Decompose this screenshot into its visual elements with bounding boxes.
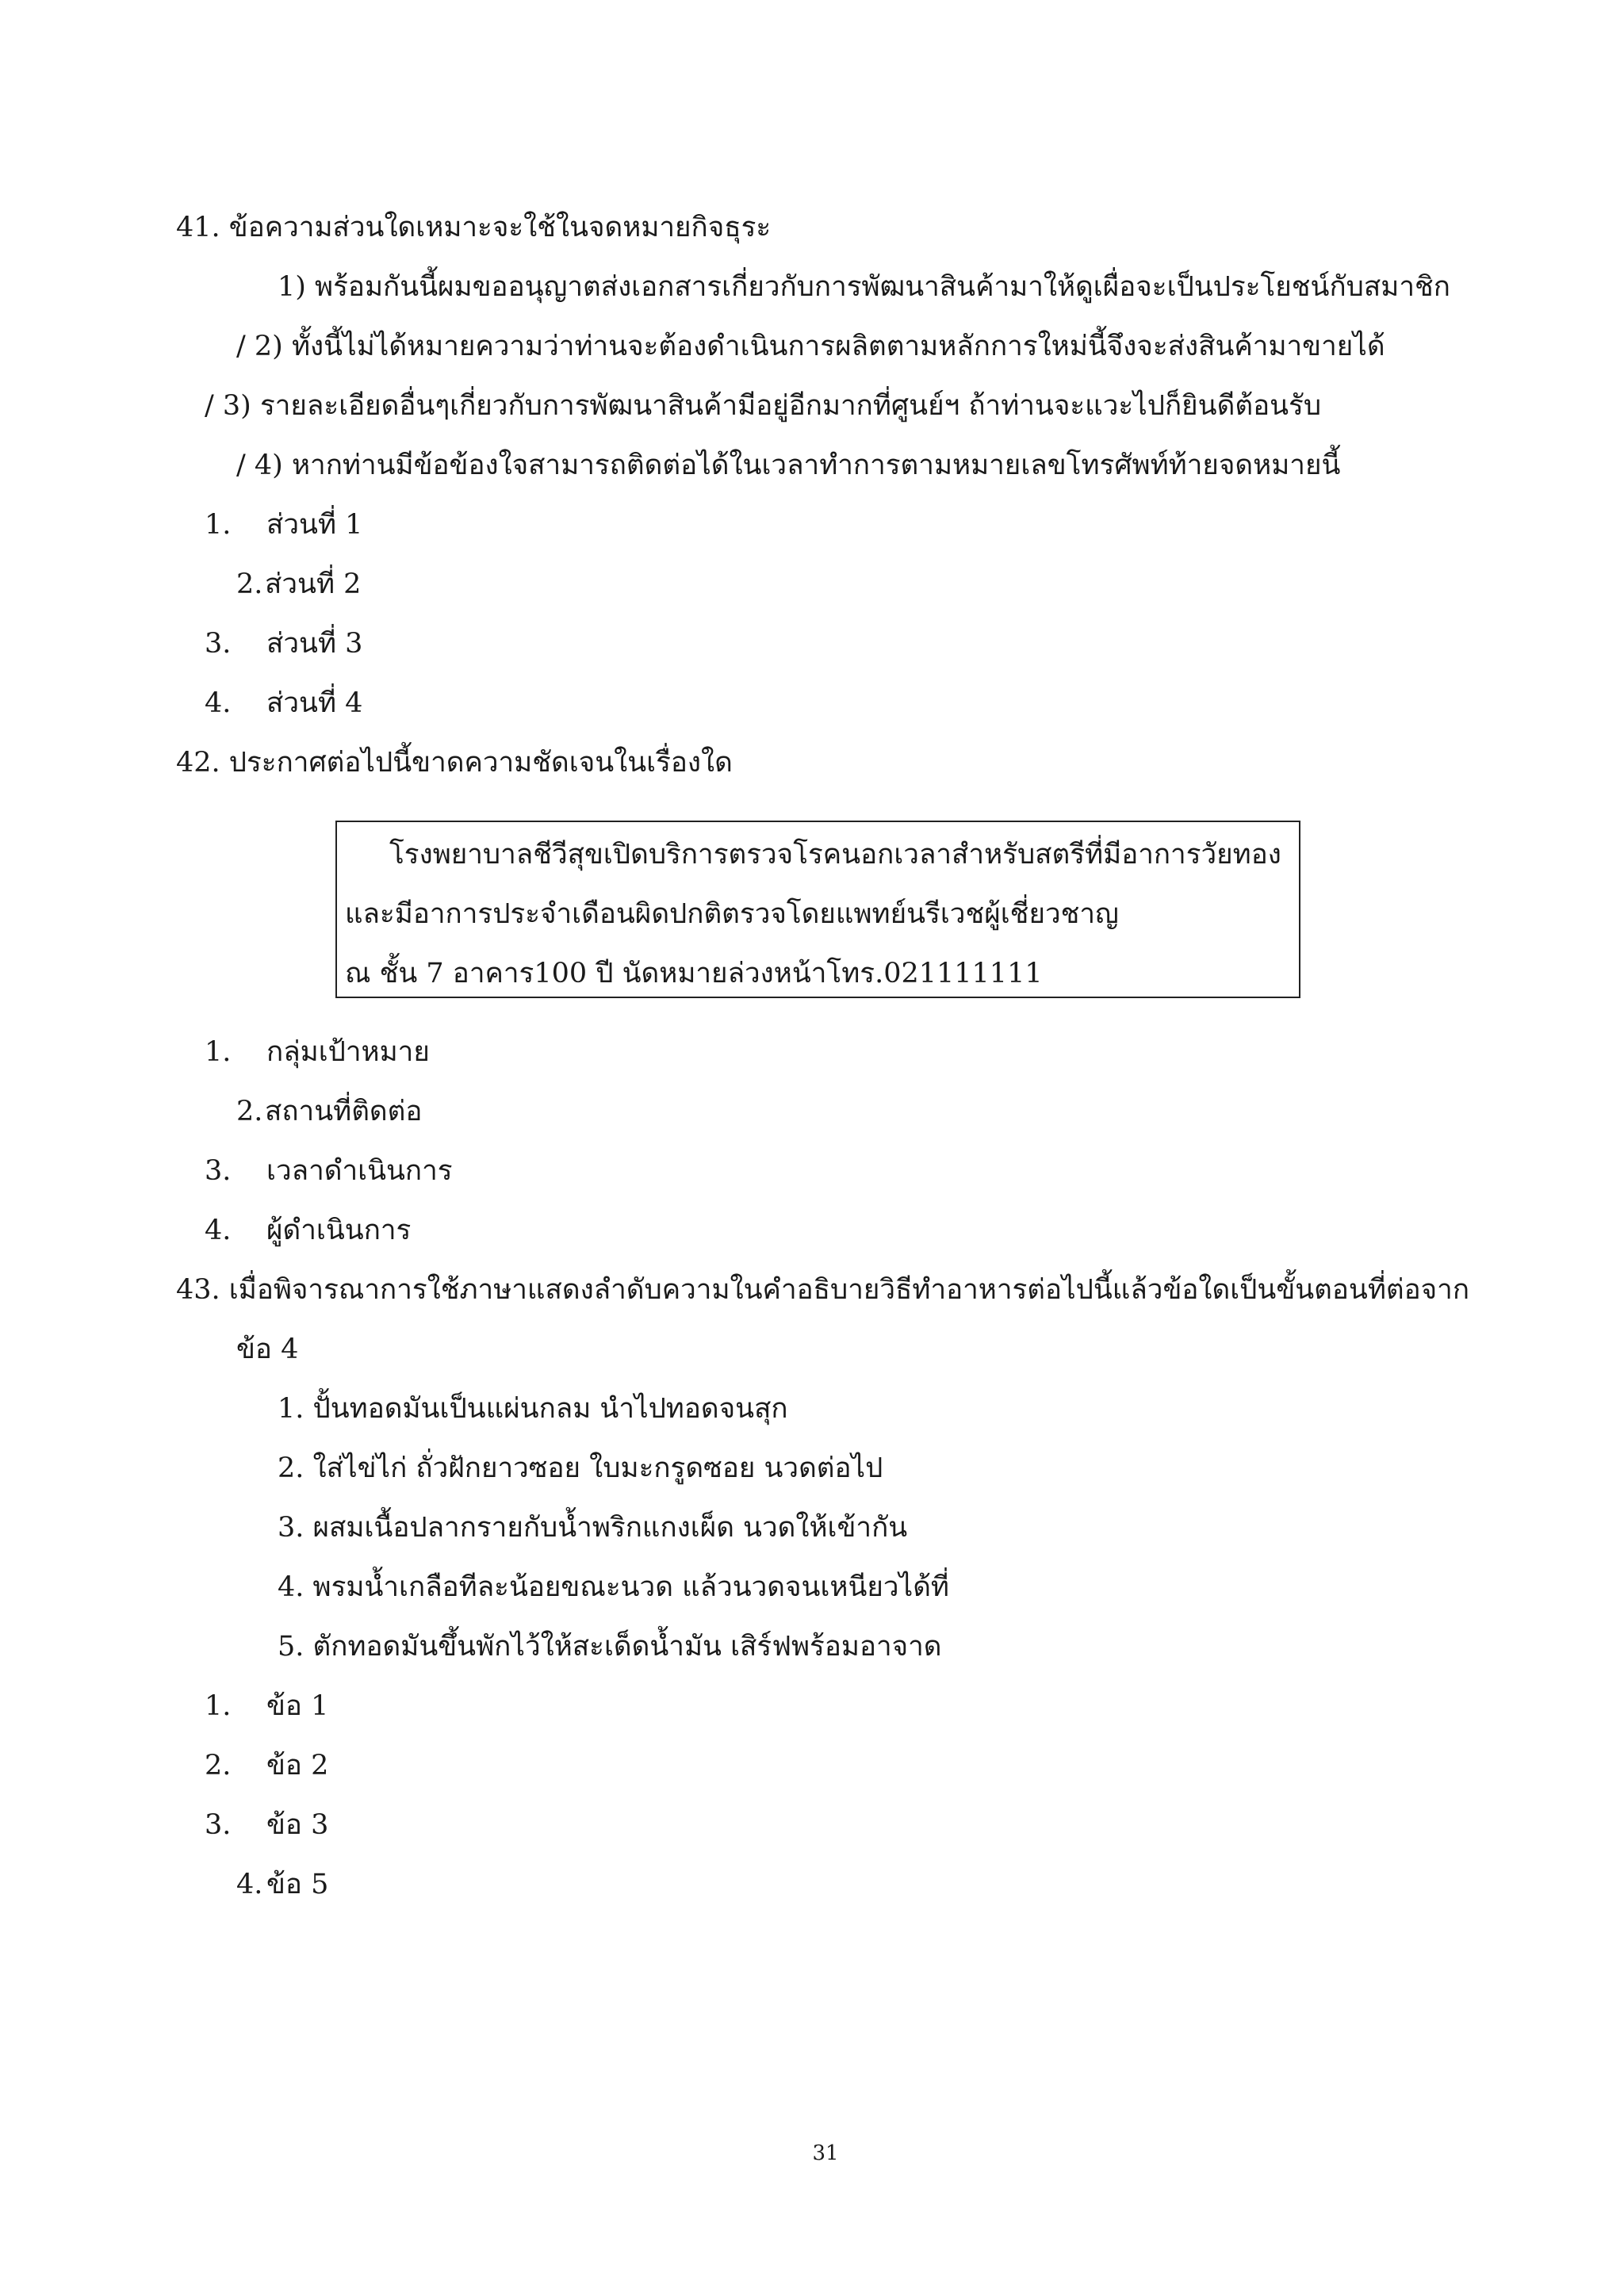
announcement-line-3: ณ ชั้น 7 อาคาร100 ปี นัดหมายล่วงหน้าโทร.021111111 xyxy=(345,958,1043,989)
q42-choice-2-number: 2. xyxy=(236,1096,263,1127)
q42-choice-2-text: สถานที่ติดต่อ xyxy=(265,1096,423,1127)
q41-choice-1-text: ส่วนที่ 1 xyxy=(266,509,363,541)
q43-step-4: 4. พรมน้ำเกลือทีละน้อยขณะนวด แล้วนวดจนเหนียวได้ที่ xyxy=(278,1571,949,1603)
q43-choice-2-number: 2. xyxy=(205,1750,232,1781)
q43-choice-1-number: 1. xyxy=(205,1690,232,1722)
q42-choice-4-text: ผู้ดำเนินการ xyxy=(266,1215,412,1246)
q42-choice-4-number: 4. xyxy=(205,1215,232,1246)
q41-choice-1-number: 1. xyxy=(205,509,232,541)
q43-step-1: 1. ปั้นทอดมันเป็นแผ่นกลม นำไปทอดจนสุก xyxy=(278,1393,788,1425)
q41-stem: 41. ข้อความส่วนใดเหมาะจะใช้ในจดหมายกิจธุระ xyxy=(176,212,772,243)
q42-stem: 42. ประกาศต่อไปนี้ขาดความชัดเจนในเรื่องใด xyxy=(176,747,733,779)
q41-choice-2-text: ส่วนที่ 2 xyxy=(265,568,362,600)
q42-choice-1-text: กลุ่มเป้าหมาย xyxy=(266,1036,430,1068)
page-number: 31 xyxy=(812,2141,839,2165)
q41-choice-2-number: 2. xyxy=(236,568,263,600)
q43-choice-4-text: ข้อ 5 xyxy=(266,1869,329,1900)
q41-choice-3-number: 3. xyxy=(205,628,232,660)
q43-choice-2-text: ข้อ 2 xyxy=(266,1750,329,1781)
q43-choice-3-text: ข้อ 3 xyxy=(266,1809,329,1841)
q43-choice-1-text: ข้อ 1 xyxy=(266,1690,329,1722)
announcement-line-2: และมีอาการประจำเดือนผิดปกติตรวจโดยแพทย์นรีเวชผู้เชี่ยวชาญ xyxy=(345,898,1119,930)
q43-step-3: 3. ผสมเนื้อปลากรายกับน้ำพริกแกงเผ็ด นวดให้เข้ากัน xyxy=(278,1512,908,1544)
q41-choice-4-number: 4. xyxy=(205,687,232,719)
q41-choice-3-text: ส่วนที่ 3 xyxy=(266,628,363,660)
q43-choice-3-number: 3. xyxy=(205,1809,232,1841)
q43-choice-4-number: 4. xyxy=(236,1869,263,1900)
q43-step-2: 2. ใส่ไข่ไก่ ถั่วฝักยาวซอย ใบมะกรูดซอย นวดต่อไป xyxy=(278,1452,883,1484)
q43-stem-line-1: 43. เมื่อพิจารณาการใช้ภาษาแสดงลำดับความในคำอธิบายวิธีทำอาหารต่อไปนี้แล้วข้อใดเป็นขั้นตอนที่ต่อจาก xyxy=(176,1274,1470,1306)
q41-part-2: / 2) ทั้งนี้ไม่ได้หมายความว่าท่านจะต้องดำเนินการผลิตตามหลักการใหม่นี้จึงจะส่งสินค้ามาขายได้ xyxy=(236,331,1385,362)
q41-part-1: 1) พร้อมกันนี้ผมขออนุญาตส่งเอกสารเกี่ยวกับการพัฒนาสินค้ามาให้ดูเผื่อจะเป็นประโยชน์กับสมาชิก xyxy=(278,271,1450,303)
announcement-box xyxy=(335,821,1300,998)
q41-part-4: / 4) หากท่านมีข้อข้องใจสามารถติดต่อได้ในเวลาทำการตามหมายเลขโทรศัพท์ท้ายจดหมายนี้ xyxy=(236,450,1341,481)
q41-choice-4-text: ส่วนที่ 4 xyxy=(266,687,363,719)
q42-choice-1-number: 1. xyxy=(205,1036,232,1068)
q42-choice-3-number: 3. xyxy=(205,1155,232,1187)
q43-step-5: 5. ตักทอดมันขึ้นพักไว้ให้สะเด็ดน้ำมัน เสิร์ฟพร้อมอาจาด xyxy=(278,1631,942,1663)
q43-stem-line-2: ข้อ 4 xyxy=(236,1334,299,1365)
q42-choice-3-text: เวลาดำเนินการ xyxy=(266,1155,453,1187)
announcement-line-1: โรงพยาบาลชีวีสุขเปิดบริการตรวจโรคนอกเวลาสำหรับสตรีที่มีอาการวัยทอง xyxy=(389,839,1281,871)
q41-part-3: / 3) รายละเอียดอื่นๆเกี่ยวกับการพัฒนาสินค้ามีอยู่อีกมากที่ศูนย์ฯ ถ้าท่านจะแวะไปก็ยินดีต้อนรับ xyxy=(205,390,1322,422)
